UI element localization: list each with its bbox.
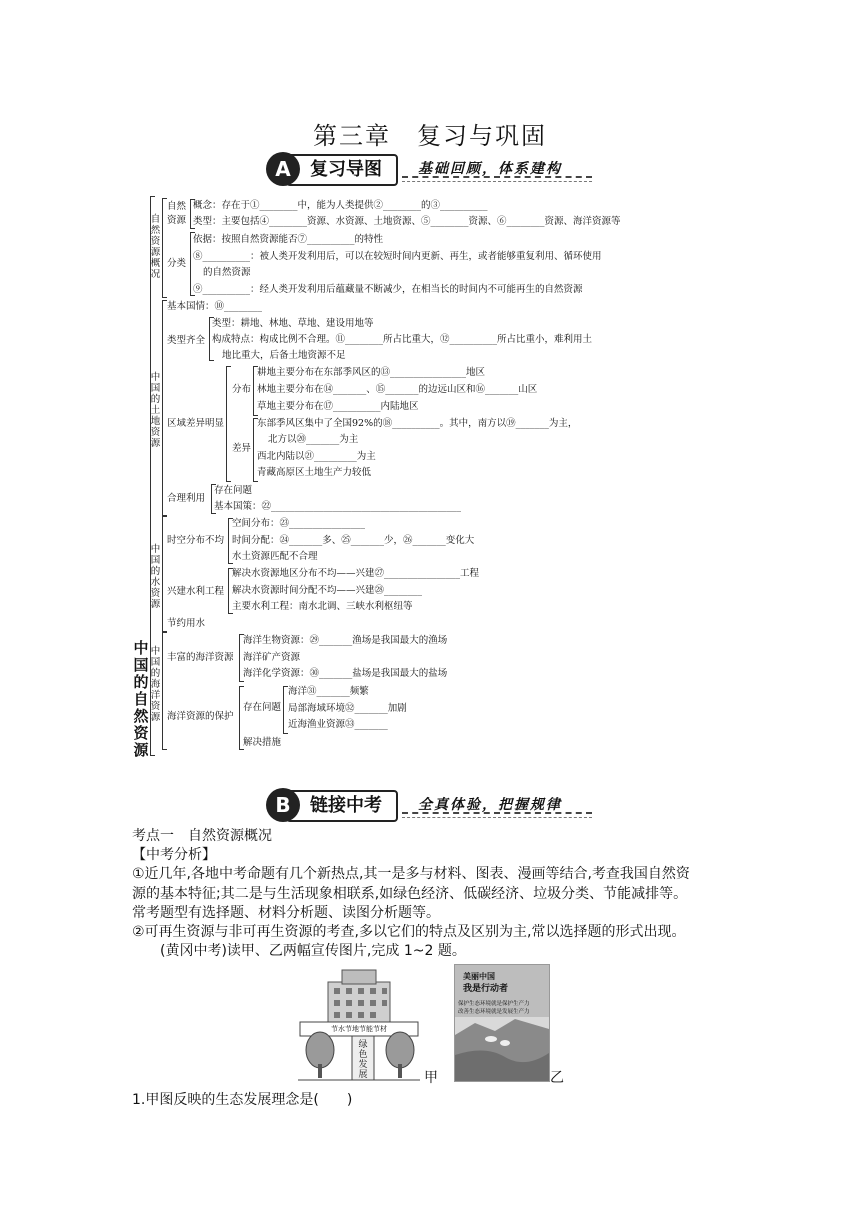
map-item: 草地主要分布在⑰__________内陆地区	[257, 401, 419, 412]
question-intro: (黄冈中考)读甲、乙两幅宣传图片,完成 1~2 题。	[160, 943, 466, 959]
map-item: ⑨__________：经人类开发利用后蕴藏量不断减少，在相当长的时间内不可能再生的自然资源	[193, 284, 583, 295]
map-label: 丰富的海洋资源	[167, 652, 234, 663]
map-item: ⑧__________：被人类开发利用后，可以在较短时间内更新、再生，或者能够重复利用、循环使用	[193, 251, 602, 262]
map-item: 存在问题	[214, 485, 253, 496]
section-a-badge: A	[266, 152, 300, 186]
poster-heading-2: 我是行动者	[463, 984, 509, 994]
map-item: 近海渔业资源㉝_______	[288, 719, 388, 730]
brace	[162, 516, 167, 632]
map-item: 基本国情：⑩________	[167, 301, 263, 312]
map-label: 类型齐全	[167, 335, 206, 346]
map-item: 解决水资源时间分配不均——兴建㉘________	[232, 585, 423, 596]
map-label: 资源	[167, 215, 187, 226]
map-label: 分类	[167, 258, 187, 269]
map-label: 海洋资源的保护	[167, 711, 234, 722]
brace	[226, 366, 231, 482]
map-item: 林地主要分布在⑭_______、⑮_______的边远山区和⑯_______山区	[257, 384, 538, 395]
map-item: 局部海域环境㉜_______加剧	[288, 703, 407, 714]
map-item: 海洋㉛_______频繁	[288, 686, 369, 697]
map-item: 构成特点：构成比例不合理。⑪________所占比重大，⑫__________所占比重小，难利用土	[212, 334, 593, 345]
poster-line-2: 改善生态环境就是发展生产力	[458, 1009, 530, 1015]
section-b-badge: B	[266, 788, 300, 822]
map-item: 依据：按照自然资源能否⑦__________的特性	[193, 234, 384, 245]
map-label: 区域差异明显	[167, 418, 225, 429]
map-item: 海洋矿产资源	[243, 652, 301, 663]
map-item: 东部季风区集中了全国92%的⑱__________。其中，南方以⑲_______为主，	[257, 418, 578, 429]
map-item: 地比重大，后备土地资源不足	[222, 350, 346, 361]
poster-line-1: 保护生态环境就是保护生产力	[458, 1001, 530, 1007]
map-item: 空间分布：㉓________________	[232, 518, 366, 529]
map-label: 时空分布不均	[167, 535, 225, 546]
section-a-label: 复习导图	[286, 154, 398, 186]
map-item: 解决水资源地区分布不均——兴建㉗________________工程	[232, 568, 480, 579]
group-title: 中国的水资源	[150, 544, 161, 610]
group-title: 中国的海洋资源	[150, 646, 161, 723]
map-root: 中国的自然资源	[133, 639, 149, 759]
map-item: 西北内陆以㉑_________为主	[257, 451, 376, 462]
brace	[162, 300, 167, 516]
map-item: 类型：耕地、林地、草地、建设用地等	[212, 318, 374, 329]
page-title: 第三章 复习与巩固	[313, 122, 547, 150]
paragraph-line: ②可再生资源与非可再生资源的考查,多以它们的特点及区别为主,常以选择题的形式出现。	[132, 924, 686, 940]
poster-heading-1: 美丽中国	[463, 972, 495, 981]
map-item: 水土资源匹配不合理	[232, 551, 318, 562]
map-label: 兴建水利工程	[167, 586, 225, 597]
map-label: 差异	[232, 443, 252, 454]
section-b-slogan: 全真体验，把握规律	[418, 797, 562, 813]
map-label: 分布	[232, 384, 252, 395]
divider	[402, 817, 592, 818]
map-item: 基本国策：㉒________________________________________	[214, 501, 462, 512]
map-item: 海洋生物资源：㉙_______渔场是我国最大的渔场	[243, 635, 448, 646]
analysis-heading: 【中考分析】	[132, 847, 216, 863]
paragraph-line: ①近几年,各地中考命题有几个新热点,其一是多与材料、图表、漫画等结合,考查我国自然资	[132, 866, 690, 882]
map-item: 耕地主要分布在东部季风区的⑬________________地区	[257, 367, 486, 378]
map-item: 海洋化学资源：㉚_______盐场是我国最大的盐场	[243, 668, 448, 679]
map-item: 青藏高原区土地生产力较低	[257, 467, 372, 478]
map-item: 时间分配：㉔_______多、㉕_______少，㉖_______变化大	[232, 535, 475, 546]
brace	[162, 198, 167, 298]
map-label: 合理利用	[167, 493, 206, 504]
divider	[402, 812, 592, 814]
map-item: 主要水利工程：南水北调、三峡水利枢纽等	[232, 601, 413, 612]
paragraph-line: 常考题型有选择题、材料分析题、读图分析题等。	[132, 905, 440, 921]
poster-banner-text: 节水节地节能节材	[331, 1025, 387, 1033]
label-jia: 甲	[424, 1070, 438, 1086]
poster-sign-text: 绿色发展	[358, 1040, 368, 1080]
question-1: 1.甲图反映的生态发展理念是( )	[132, 1092, 353, 1108]
map-item: 节约用水	[167, 618, 206, 629]
map-label: 自然	[167, 201, 187, 212]
section-b-label: 链接中考	[286, 790, 398, 822]
map-item: 类型：主要包括④________资源、水资源、土地资源、⑤________资源、⑥________资源、海洋资源等	[193, 216, 621, 227]
section-b-banner	[266, 788, 596, 822]
label-yi: 乙	[550, 1070, 564, 1086]
map-item: 的自然资源	[203, 267, 251, 278]
map-item: 解决措施	[243, 737, 282, 748]
section-a-slogan: 基础回顾，体系建构	[418, 161, 562, 177]
map-item: 北方以⑳_______为主	[268, 434, 359, 445]
paragraph-line: 源的基本特征;其二是与生活现象相联系,如绿色经济、低碳经济、垃圾分类、节能减排等。	[132, 886, 688, 902]
map-item: 概念：存在于①________中，能为人类提供②________的③__________	[193, 200, 488, 211]
poster-jia	[298, 964, 420, 1082]
group-title: 自然资源概况	[150, 214, 161, 280]
brace	[162, 632, 167, 750]
exam-point-title: 考点一 自然资源概况	[132, 828, 272, 844]
group-title: 中国的土地资源	[150, 372, 161, 449]
poster-yi	[454, 964, 550, 1082]
map-label: 存在问题	[243, 702, 282, 713]
